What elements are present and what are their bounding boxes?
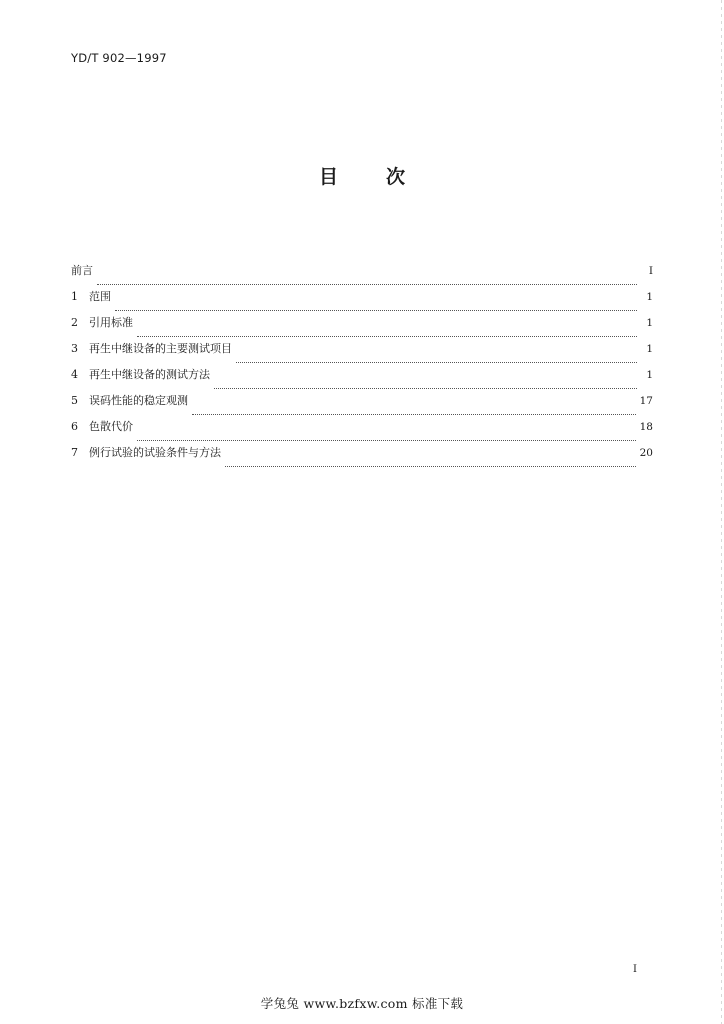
toc-number: 1 (71, 290, 78, 303)
page-number: I (633, 964, 637, 975)
toc-entry-test-items[interactable] (71, 340, 653, 366)
toc-entry-routine-tests[interactable] (71, 444, 653, 470)
standard-code: YD/T 902—1997 (71, 51, 167, 65)
toc-entry-foreword[interactable] (71, 262, 653, 288)
toc-page: I (648, 265, 653, 277)
toc-entry-test-methods[interactable] (71, 366, 653, 392)
toc-label: 再生中继设备的主要测试项目 (89, 342, 232, 355)
page-title (0, 162, 724, 189)
toc-leader (115, 310, 637, 311)
toc-leader (137, 440, 636, 441)
toc-label: 前言 (71, 264, 93, 277)
toc-page: 20 (639, 447, 653, 459)
toc-page: 1 (646, 291, 653, 303)
toc-number: 6 (71, 420, 78, 433)
toc-label: 例行试验的试验条件与方法 (89, 446, 221, 459)
footer-watermark: 学兔兔 www.bzfxw.com 标准下载 (260, 996, 464, 1011)
title-char-1: 目 (318, 166, 338, 188)
toc-leader (97, 284, 637, 285)
toc-label: 误码性能的稳定观测 (89, 394, 188, 407)
toc-page: 1 (646, 317, 653, 329)
toc-number: 5 (71, 394, 78, 407)
toc-leader (214, 388, 637, 389)
toc-entry-references[interactable] (71, 314, 653, 340)
toc-entry-dispersion-penalty[interactable] (71, 418, 653, 444)
toc-label: 再生中继设备的测试方法 (89, 368, 210, 381)
toc-number: 3 (71, 342, 78, 355)
toc-page: 17 (639, 395, 653, 407)
title-char-2: 次 (386, 166, 406, 188)
toc-leader (236, 362, 637, 363)
toc-number: 4 (71, 368, 78, 381)
toc-entry-scope[interactable] (71, 288, 653, 314)
toc-page: 1 (646, 343, 653, 355)
toc-page: 18 (639, 421, 653, 433)
toc-entry-error-performance[interactable] (71, 392, 653, 418)
toc-label: 范围 (89, 290, 111, 303)
toc-number: 7 (71, 446, 78, 459)
scan-edge (721, 0, 722, 1024)
table-of-contents (71, 262, 653, 470)
toc-leader (225, 466, 636, 467)
toc-page: 1 (646, 369, 653, 381)
toc-label: 引用标准 (89, 316, 133, 329)
toc-number: 2 (71, 316, 78, 329)
toc-leader (192, 414, 636, 415)
toc-leader (137, 336, 637, 337)
toc-label: 色散代价 (89, 420, 133, 433)
